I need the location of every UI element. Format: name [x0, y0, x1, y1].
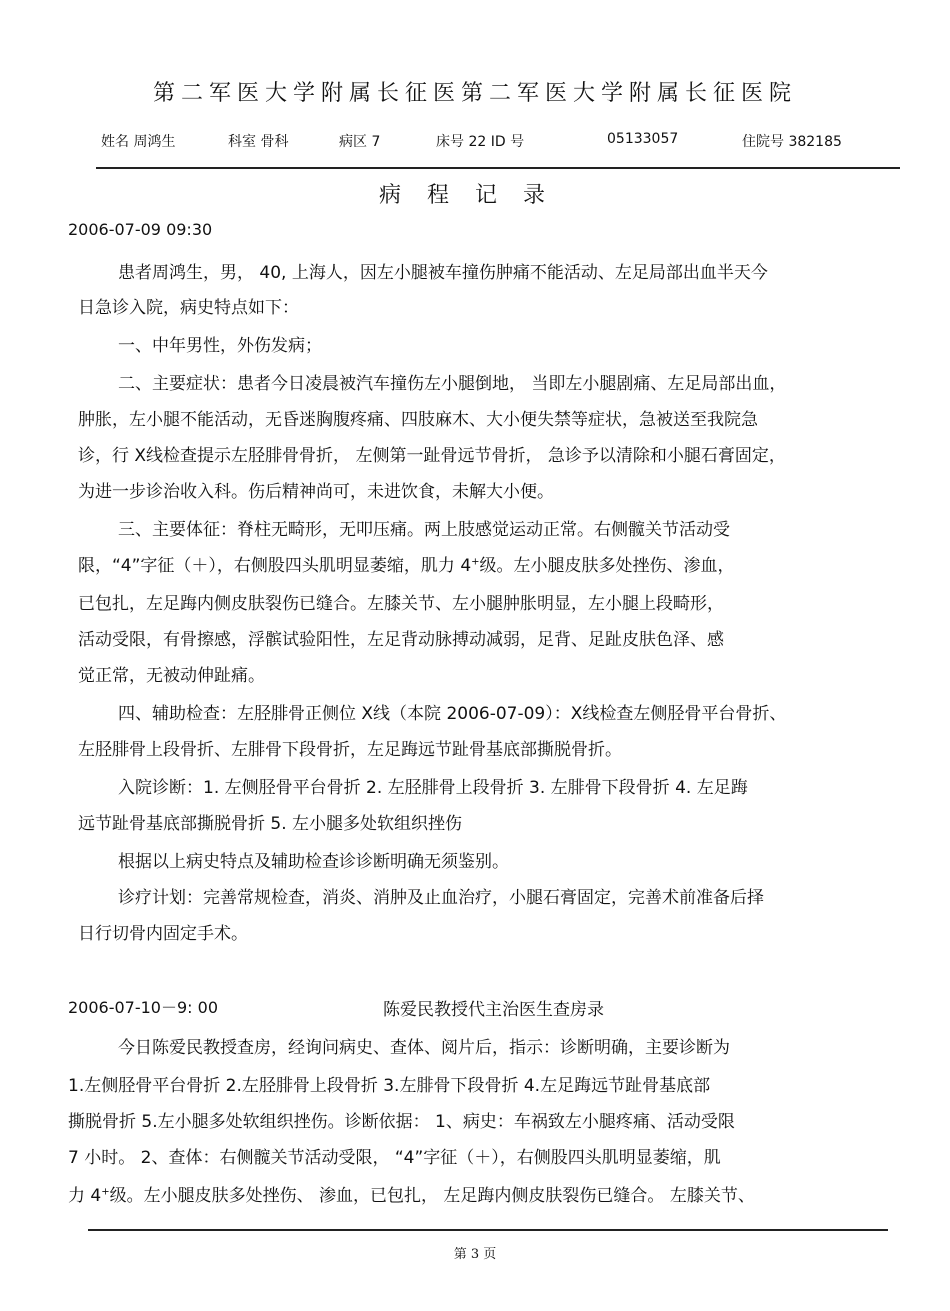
patient-ward: 病区 7	[339, 134, 381, 150]
entry-text-line: 活动受限，有骨擦感，浮髌试验阳性，左足背动脉搏动减弱，足背、足趾皮肤色泽、感	[78, 630, 724, 650]
entry-text-line: 远节趾骨基底部撕脱骨折 5. 左小腿多处软组织挫伤	[78, 814, 463, 834]
entry-title: 陈爱民教授代主治医生查房录	[383, 1000, 604, 1020]
entry-text-line: 撕脱骨折 5.左小腿多处软组织挫伤。诊断依据： 1、病史：车祸致左小腿疼痛、活动受限	[68, 1112, 735, 1132]
entry-text-line: 诊疗计划：完善常规检查，消炎、消肿及止血治疗，小腿石膏固定，完善术前准备后择	[118, 888, 764, 908]
patient-name: 姓名 周鸿生	[101, 134, 176, 150]
entry-text-line: 诊，行 X线检查提示左胫腓骨骨折， 左侧第一趾骨远节骨折， 急诊予以清除和小腿石膏固定，	[78, 446, 786, 466]
entry-text-line	[78, 551, 735, 576]
entry-text-line: 7 小时。 2、查体：右侧髋关节活动受限， “4”字征（＋），右侧股四头肌明显萎缩，肌	[68, 1148, 721, 1168]
entry-text-line: 根据以上病史特点及辅助检查诊诊断明确无须鉴别。	[118, 852, 509, 872]
entry-text-line: 1.左侧胫骨平台骨折 2.左胫腓骨上段骨折 3.左腓骨下段骨折 4.左足踇远节趾骨基底部	[68, 1076, 711, 1096]
entry-text-line: 入院诊断：1. 左侧胫骨平台骨折 2. 左胫腓骨上段骨折 3. 左腓骨下段骨折 4. 左足踇	[118, 778, 748, 798]
entry-text-segment: 级。左小腿皮肤多处挫伤、渗血，	[479, 556, 735, 576]
muscle-grade-superscript: +	[101, 1186, 110, 1198]
patient-id: 05133057	[607, 131, 679, 147]
entry-text-line	[68, 1181, 755, 1206]
header-divider	[96, 167, 900, 169]
entry-text-line: 日急诊入院，病史特点如下：	[78, 298, 299, 318]
entry-text-line: 日行切骨内固定手术。	[78, 924, 248, 944]
record-title: 病程记录	[378, 183, 571, 208]
entry-text-line: 四、辅助检查：左胫腓骨正侧位 X线（本院 2006-07-09）：X线检查左侧胫骨平台骨折、	[118, 704, 787, 724]
entry-text-line: 一、中年男性，外伤发病；	[118, 336, 322, 356]
muscle-grade-superscript: +	[471, 556, 480, 568]
entry-text-line: 已包扎，左足踇内侧皮肤裂伤已缝合。左膝关节、左小腿肿胀明显，左小腿上段畸形，	[78, 594, 724, 614]
patient-dept: 科室 骨科	[228, 134, 289, 150]
footer-divider	[88, 1229, 888, 1231]
hospital-title: 第二军医大学附属长征医第二军医大学附属长征医院	[152, 81, 797, 106]
entry-text-line: 为进一步诊治收入科。伤后精神尚可，未进饮食，未解大小便。	[78, 482, 554, 502]
patient-bed: 床号 22 ID 号	[436, 134, 525, 150]
entry-date: 2006-07-10－9: 00	[68, 998, 219, 1017]
entry-text-line: 二、主要症状：患者今日凌晨被汽车撞伤左小腿倒地， 当即左小腿剧痛、左足局部出血，	[118, 374, 787, 394]
entry-date: 2006-07-09 09:30	[68, 220, 213, 239]
entry-text-line: 今日陈爱民教授查房，经询问病史、查体、阅片后，指示：诊断明确，主要诊断为	[118, 1038, 730, 1058]
entry-text-segment: 限，“4”字征（＋），右侧股四头肌明显萎缩，肌力 4	[78, 556, 472, 576]
entry-text-line: 患者周鸿生，男， 40, 上海人，因左小腿被车撞伤肿痛不能活动、左足局部出血半天今	[118, 263, 768, 283]
entry-text-line: 肿胀，左小腿不能活动，无昏迷胸腹疼痛、四肢麻木、大小便失禁等症状，急被送至我院急	[78, 410, 758, 430]
entry-text-line: 觉正常，无被动伸趾痛。	[78, 666, 265, 686]
entry-text-segment: 级。左小腿皮肤多处挫伤、 渗血，已包扎， 左足踇内侧皮肤裂伤已缝合。 左膝关节、	[109, 1186, 755, 1206]
page-number: 第 3 页	[453, 1247, 497, 1262]
entry-text-segment: 力 4	[68, 1186, 102, 1206]
entry-text-line: 左胫腓骨上段骨折、左腓骨下段骨折，左足踇远节趾骨基底部撕脱骨折。	[78, 740, 622, 760]
admission-number: 住院号 382185	[742, 134, 842, 150]
entry-text-line: 三、主要体征：脊柱无畸形，无叩压痛。两上肢感觉运动正常。右侧髋关节活动受	[118, 520, 730, 540]
